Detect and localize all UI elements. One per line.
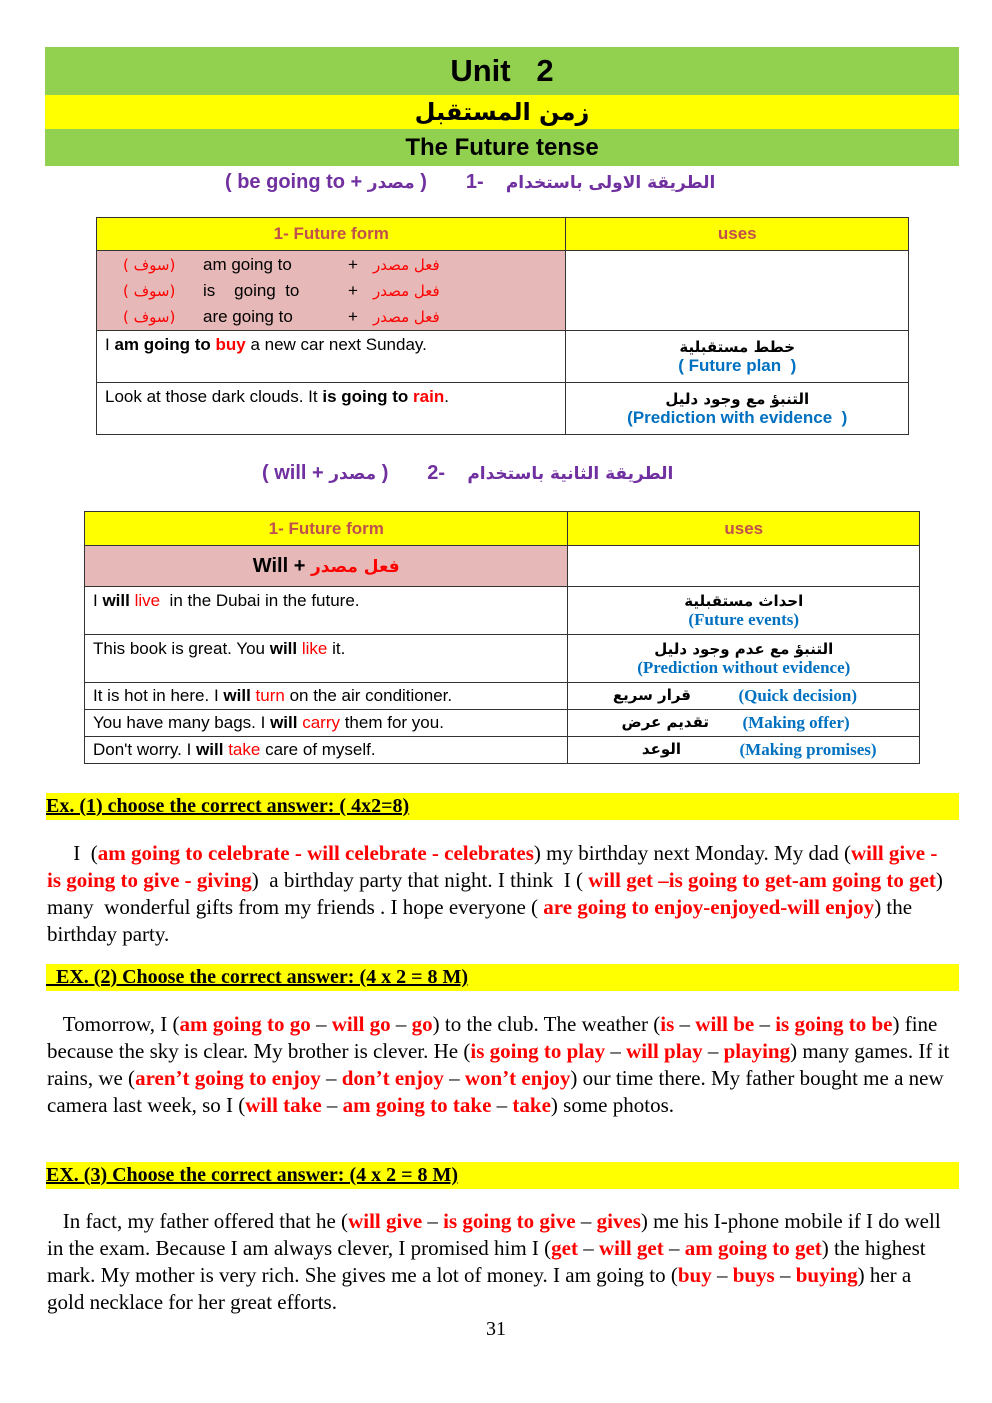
use-cell: احداث مستقبلية (Future events) bbox=[568, 587, 920, 635]
paragraph-text: – bbox=[320, 1066, 342, 1090]
paragraph-text: – bbox=[674, 1012, 696, 1036]
future-tense-title: The Future tense bbox=[405, 134, 599, 161]
answer-option: buy bbox=[677, 1263, 712, 1287]
exercise-3-heading: EX. (3) Choose the correct answer: (4 x 2 = 8 M) bbox=[46, 1162, 959, 1189]
paragraph-text: – bbox=[605, 1039, 627, 1063]
answer-option: will give - is going to give - giving bbox=[47, 841, 943, 892]
paragraph-text: ) many wonderful gifts from my friends . I hope everyone ( bbox=[47, 868, 949, 919]
paragraph-text: ) the birthday party. bbox=[47, 895, 918, 946]
answer-option: aren’t going to enjoy bbox=[135, 1066, 321, 1090]
paragraph-text: ) her a gold necklace for her great efforts. bbox=[47, 1263, 917, 1314]
answer-option: don’t enjoy bbox=[341, 1066, 444, 1090]
answer-option: will take bbox=[245, 1093, 322, 1117]
form-line: ( سوف) am going to + فعل مصدر bbox=[123, 254, 440, 274]
answer-option: will be bbox=[695, 1012, 755, 1036]
form-line: ( سوف) is going to + فعل مصدر bbox=[123, 280, 440, 300]
paragraph-text: ) some photos. bbox=[550, 1093, 674, 1117]
answer-option: will get –is going to get-am going to get bbox=[588, 868, 936, 892]
method-two-masdar: مصدر bbox=[329, 464, 377, 484]
unit-title-band bbox=[45, 47, 959, 95]
answer-option: is going to be bbox=[775, 1012, 893, 1036]
paragraph-text: – bbox=[577, 1236, 599, 1260]
answer-option: playing bbox=[723, 1039, 791, 1063]
answer-option: am going to go bbox=[179, 1012, 311, 1036]
use-cell: تقديم عرض (Making offer) bbox=[568, 710, 920, 737]
use-cell: التنبؤ مع وجود دليل (Prediction with evidence ) bbox=[566, 383, 909, 435]
exercise-1-heading: Ex. (1) choose the correct answer: ( 4x2=8) bbox=[46, 793, 959, 820]
paragraph-text: – bbox=[443, 1066, 465, 1090]
answer-option: will get bbox=[598, 1236, 664, 1260]
will-form-ar: فعل مصدر bbox=[310, 556, 400, 577]
answer-option: buying bbox=[795, 1263, 858, 1287]
paragraph-text: – bbox=[575, 1209, 597, 1233]
method-one-heading bbox=[225, 171, 715, 194]
paragraph-text: – bbox=[754, 1012, 776, 1036]
answer-option: am going to take bbox=[342, 1093, 492, 1117]
will-table bbox=[84, 511, 920, 764]
use-cell: الوعد (Making promises) bbox=[568, 737, 920, 764]
exercise-2-heading: EX. (2) Choose the correct answer: (4 x 2 = 8 M) bbox=[46, 964, 959, 991]
going-to-table bbox=[96, 217, 909, 435]
use-cell: التنبؤ مع عدم وجود دليل (Prediction without evidence) bbox=[568, 635, 920, 683]
method-one-masdar: مصدر bbox=[367, 173, 415, 193]
paragraph-text: ) the highest mark. My mother is very rich. She gives me a lot of money. I am going to ( bbox=[47, 1236, 931, 1287]
paragraph-text: ) fine because the sky is clear. My brother is clever. He ( bbox=[47, 1012, 943, 1063]
paragraph-text: ) our time there. My father bought me a new camera last week, so I ( bbox=[47, 1066, 949, 1117]
answer-option: am going to celebrate - will celebrate - celebrates bbox=[97, 841, 534, 865]
method-one-label: الطريقة الاولى باستخدام bbox=[505, 173, 716, 193]
answer-option: is going to give bbox=[443, 1209, 576, 1233]
paragraph-text: I ( bbox=[47, 841, 98, 865]
going-to-uses-header: uses bbox=[566, 218, 909, 251]
paragraph-text: – bbox=[774, 1263, 796, 1287]
answer-option: is going to play bbox=[470, 1039, 606, 1063]
answer-option: am going to get bbox=[684, 1236, 822, 1260]
paragraph-text: – bbox=[491, 1093, 513, 1117]
example-sentence: You have many bags. I will carry them for you. bbox=[85, 710, 568, 737]
method-one-close: ) bbox=[420, 171, 427, 193]
paragraph-text: – bbox=[321, 1093, 343, 1117]
arabic-title-band bbox=[45, 95, 959, 129]
method-two-number: -2 bbox=[427, 462, 446, 484]
will-form-cell bbox=[85, 546, 568, 587]
answer-option: is bbox=[660, 1012, 675, 1036]
method-one-number: -1 bbox=[465, 171, 484, 193]
paragraph-text: – bbox=[310, 1012, 332, 1036]
answer-option: will give bbox=[348, 1209, 423, 1233]
going-to-empty-uses-cell bbox=[566, 251, 909, 331]
will-form-header: 1- Future form bbox=[85, 512, 568, 546]
going-to-form-cell bbox=[97, 251, 566, 331]
paragraph-text: In fact, my father offered that he ( bbox=[47, 1209, 349, 1233]
unit-title: Unit 2 bbox=[450, 53, 554, 88]
method-two-close: ) bbox=[381, 462, 389, 484]
example-sentence: I am going to buy a new car next Sunday. bbox=[97, 331, 566, 383]
use-cell: خطط مستقبلية ( Future plan ) bbox=[566, 331, 909, 383]
paragraph-text: – bbox=[390, 1012, 412, 1036]
exercise-1-paragraph bbox=[47, 840, 953, 948]
paragraph-text: – bbox=[663, 1236, 685, 1260]
answer-option: gives bbox=[596, 1209, 641, 1233]
example-sentence: Don't worry. I will take care of myself. bbox=[85, 737, 568, 764]
paragraph-text: ) a birthday party that night. I think I ( bbox=[251, 868, 589, 892]
method-one-formula: ( be going to + bbox=[225, 171, 363, 193]
going-to-form-header: 1- Future form bbox=[97, 218, 566, 251]
answer-option: take bbox=[512, 1093, 551, 1117]
will-uses-header: uses bbox=[568, 512, 920, 546]
answer-option: will play bbox=[626, 1039, 703, 1063]
will-form-en: Will + bbox=[252, 554, 306, 577]
exercise-2-paragraph bbox=[47, 1011, 953, 1119]
answer-option: get bbox=[551, 1236, 578, 1260]
answer-option: go bbox=[411, 1012, 433, 1036]
paragraph-text: – bbox=[711, 1263, 733, 1287]
future-tense-title-band bbox=[45, 129, 959, 166]
example-sentence: It is hot in here. I will turn on the air conditioner. bbox=[85, 683, 568, 710]
use-cell: قرار سريع (Quick decision) bbox=[568, 683, 920, 710]
answer-option: will go bbox=[331, 1012, 391, 1036]
will-empty-uses-cell bbox=[568, 546, 920, 587]
paragraph-text: – bbox=[702, 1039, 724, 1063]
example-sentence: Look at those dark clouds. It is going to rain. bbox=[97, 383, 566, 435]
form-line: ( سوف) are going to + فعل مصدر bbox=[123, 306, 440, 326]
answer-option: buys bbox=[732, 1263, 775, 1287]
paragraph-text: Tomorrow, I ( bbox=[47, 1012, 180, 1036]
paragraph-text: ) many games. If it rains, we ( bbox=[47, 1039, 955, 1090]
paragraph-text: – bbox=[422, 1209, 444, 1233]
paragraph-text: ) to the club. The weather ( bbox=[432, 1012, 661, 1036]
method-two-formula: ( will + bbox=[262, 462, 324, 484]
paragraph-text: ) me his I-phone mobile if I do well in the exam. Because I am always clever, I promised him I ( bbox=[47, 1209, 946, 1260]
page-number: 31 bbox=[486, 1318, 506, 1340]
example-sentence: This book is great. You will like it. bbox=[85, 635, 568, 683]
answer-option: won’t enjoy bbox=[464, 1066, 571, 1090]
exercise-3-paragraph bbox=[47, 1208, 953, 1316]
answer-option: are going to enjoy-enjoyed-will enjoy bbox=[543, 895, 875, 919]
method-two-heading bbox=[262, 462, 673, 485]
example-sentence: I will live in the Dubai in the future. bbox=[85, 587, 568, 635]
method-two-label: الطريقة الثانية باستخدام bbox=[467, 464, 674, 484]
paragraph-text: ) my birthday next Monday. My dad ( bbox=[533, 841, 852, 865]
arabic-title: زمن المستقبل bbox=[414, 98, 590, 126]
